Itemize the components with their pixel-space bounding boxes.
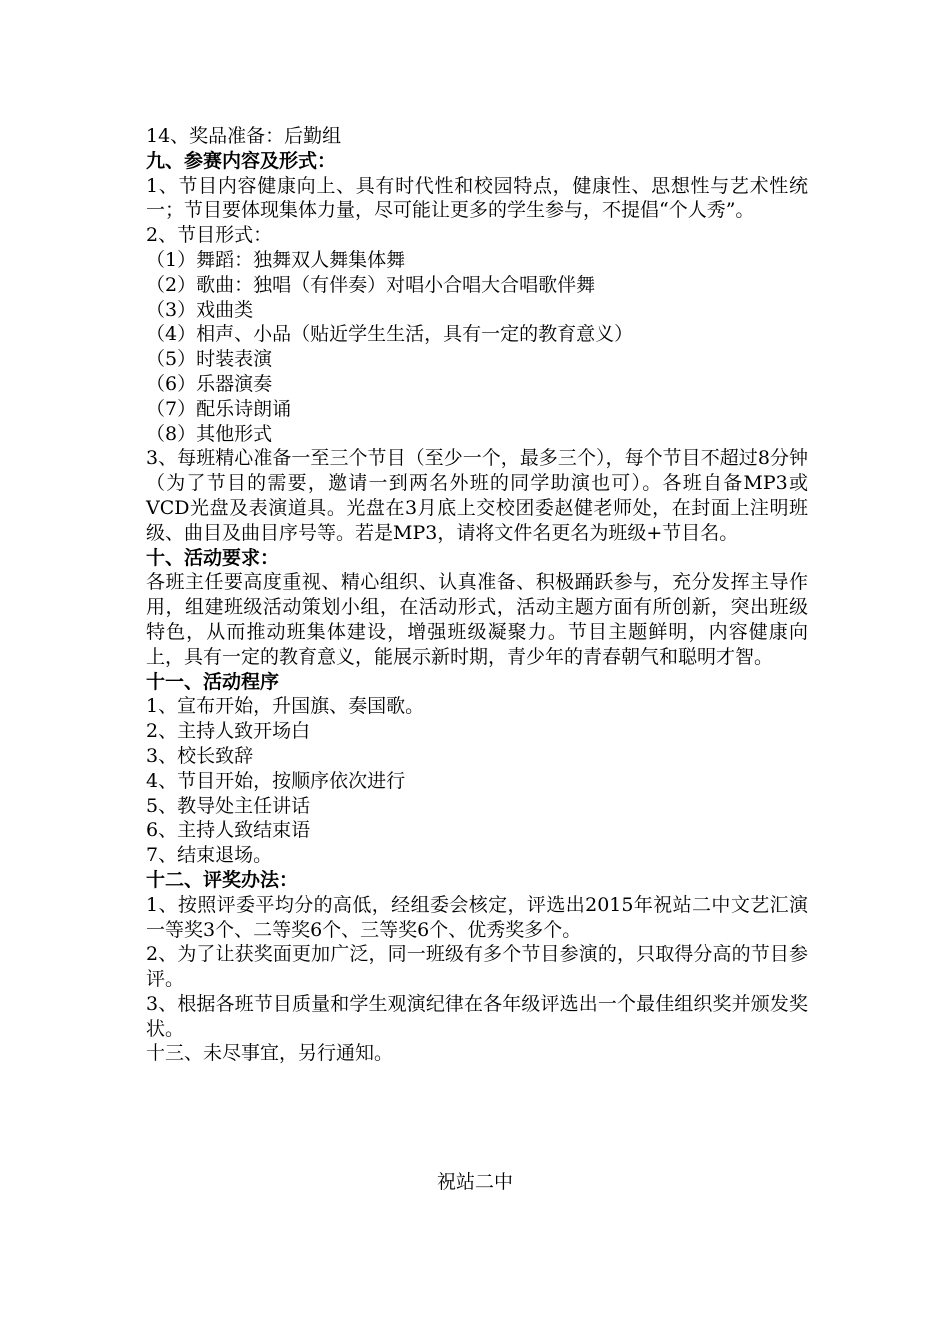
program-step-5: 5、教导处主任讲话: [146, 794, 311, 817]
section-11-heading: 十一、活动程序: [146, 670, 280, 693]
program-step-3: 3、校长致辞: [146, 744, 254, 767]
program-step-2: 2、主持人致开场白: [146, 720, 311, 743]
form-item-5: （5）时装表演: [146, 348, 273, 371]
award-rule-2: 2、为了让获奖面更加广泛，同一班级有多个节目参演的，只取得分高的节目参评。: [146, 943, 808, 991]
content-rule-3: 3、每班精心准备一至三个节目（至少一个，最多三个），每个节目不超过8分钟（为了节目的需要，邀请一到两名外班的同学助演也可）。各班自备MP3或VCD光盘及表演道具。光盘在3月底上交校团委赵健老师处，在封面上注明班级、曲目及曲目序号等。若是MP3，请将文件名更名为班级+节目名。: [146, 447, 808, 544]
program-step-7: 7、结束退场。: [146, 844, 273, 867]
document-body: [146, 124, 808, 1066]
section-13-line: 十三、未尽事宜，另行通知。: [146, 1042, 394, 1065]
program-step-4: 4、节目开始，按顺序依次进行: [146, 769, 406, 792]
program-step-6: 6、主持人致结束语: [146, 819, 311, 842]
section-10-heading: 十、活动要求：: [146, 546, 280, 569]
section-12-heading: 十二、评奖办法：: [146, 868, 299, 891]
content-rule-1: 1、节目内容健康向上、具有时代性和校园特点，健康性、思想性与艺术性统一；节目要体现集体力量，尽可能让更多的学生参与，不提倡“个人秀”。: [146, 174, 808, 222]
award-rule-3: 3、根据各班节目质量和学生观演纪律在各年级评选出一个最佳组织奖并颁发奖状。: [146, 992, 808, 1040]
form-item-7: （7）配乐诗朗诵: [146, 397, 292, 420]
prize-prep-line: 14、奖品准备：后勤组: [146, 125, 342, 147]
award-rule-1: 1、按照评委平均分的高低，经组委会核定，评选出2015年祝站二中文艺汇演一等奖3个、二等奖6个、三等奖6个、优秀奖多个。: [146, 893, 808, 941]
form-item-2: （2）歌曲：独唱（有伴奏）对唱小合唱大合唱歌伴舞: [146, 273, 596, 296]
school-signature: 祝站二中: [436, 1171, 513, 1193]
form-item-3: （3）戏曲类: [146, 298, 254, 321]
requirements-paragraph: 各班主任要高度重视、精心组织、认真准备、积极踊跃参与，充分发挥主导作用，组建班级活动策划小组，在活动形式，活动主题方面有所创新，突出班级特色，从而推动班集体建设，增强班级凝聚力。节目主题鲜明，内容健康向上，具有一定的教育意义，能展示新时期，青少年的青春朝气和聪明才智。: [146, 571, 808, 668]
program-step-1: 1、宣布开始，升国旗、奏国歌。: [146, 695, 425, 718]
form-item-6: （6）乐器演奏: [146, 372, 273, 395]
form-item-8: （8）其他形式: [146, 422, 273, 445]
form-item-1: （1）舞蹈：独舞双人舞集体舞: [146, 248, 406, 271]
section-9-heading: 九、参赛内容及形式：: [146, 149, 337, 172]
form-item-4: （4）相声、小品（贴近学生生活，具有一定的教育意义）: [146, 323, 634, 346]
content-rule-2: 2、节目形式：: [146, 224, 273, 247]
